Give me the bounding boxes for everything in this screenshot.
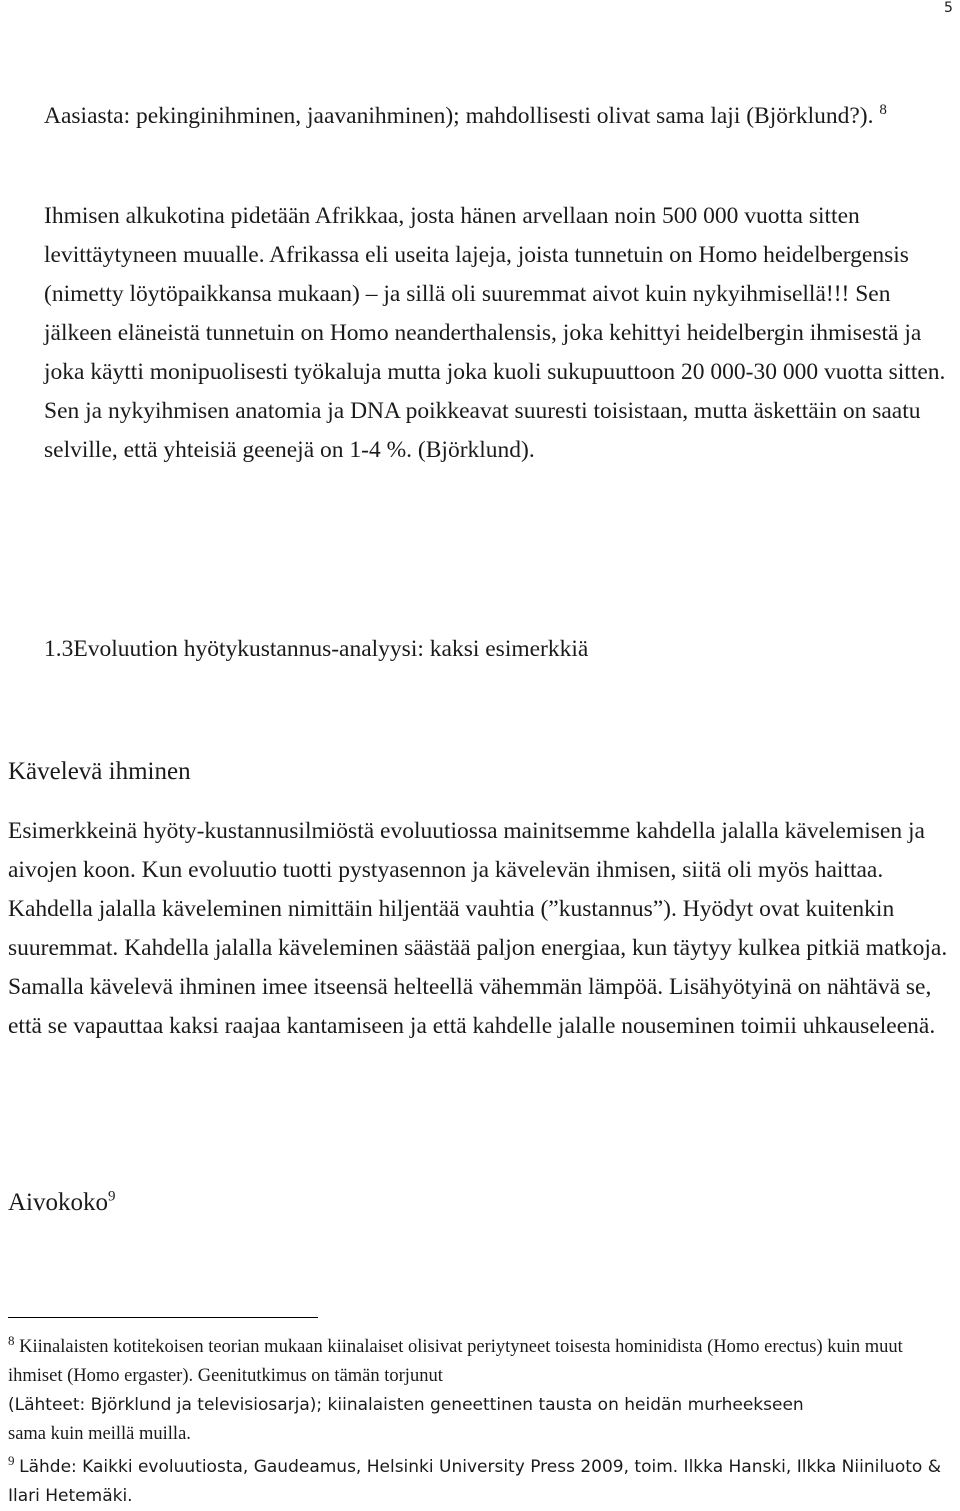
footnote-9-text: Lähde: Kaikki evoluutiosta, Gaudeamus, Helsinki University Press 2009, toim. Ilkka Hanski, Ilkka Niiniluoto & Ilari Hetemäki.	[8, 1457, 941, 1506]
footnote-8	[8, 1333, 953, 1449]
footnote-8-marker: 8	[8, 1332, 15, 1348]
subsection-heading-walking: Kävelevä ihminen	[8, 758, 191, 785]
paragraph-african-origin: Ihmisen alkukotina pidetään Afrikkaa, josta hänen arvellaan noin 500 000 vuotta sitten levittäytyneen muualle. Afrikassa eli useita lajeja, joista tunnetuin on Homo heidelbergensis (nimetty löytöpaikkansa mukaan) – ja sillä oli suuremmat aivot kuin nykyihmisellä!!! Sen jälkeen eläneistä tunnetuin on Homo neanderthalensis, joka kehittyi heidelbergin ihmisestä ja joka käytti monipuolisesti työkaluja mutta joka kuoli sukupuuttoon 20 000-30 000 vuotta sitten. Sen ja nykyihmisen anatomia ja DNA poikkeavat suuresti toisistaan, mutta äskettäin on saatu selville, että yhteisiä geenejä on 1-4 %. (Björklund).	[44, 203, 946, 463]
footnote-ref-8[interactable]: 8	[879, 102, 887, 119]
page-number: 5	[944, 0, 953, 16]
paragraph-asia-origins	[44, 97, 949, 136]
footnote-ref-9[interactable]: 9	[108, 1188, 116, 1205]
footnote-9-marker: 9	[8, 1452, 15, 1468]
footnote-separator	[8, 1317, 318, 1318]
paragraph-walking: Esimerkkeinä hyöty-kustannusilmiöstä evoluutiossa mainitsemme kahdella jalalla kävelemisen ja aivojen koon. Kun evoluutio tuotti pystyasennon ja kävelevän ihmisen, siitä oli myös haittaa. Kahdella jalalla käveleminen nimittäin hiljentää vauhtia (”kustannus”). Hyödyt ovat kuitenkin suuremmat. Kahdella jalalla käveleminen säästää paljon energiaa, kun täytyy kulkea pitkiä matkoja. Samalla kävelevä ihminen imee itseensä helteellä vähemmän lämpöä. Lisähyötyinä on nähtävä se, että se vapauttaa kaksi raajaa kantamiseen ja että kahdelle jalalle nouseminen toimii uhkauseleenä.	[8, 818, 948, 1039]
footnote-8-text-c: sama kuin meillä muilla.	[8, 1424, 191, 1444]
section-number: 1.3	[44, 636, 74, 662]
section-heading	[44, 630, 588, 669]
section-title: Evoluution hyötykustannus-analyysi: kaksi esimerkkiä	[73, 636, 589, 662]
subsection-heading-brain-size	[8, 1183, 116, 1222]
footnote-8-text-b: (Lähteet: Björklund ja televisiosarja); kiinalaisten geneettinen tausta on heidän murheekseen	[8, 1395, 804, 1415]
subsection-heading-brain-size-text: Aivokoko	[8, 1189, 108, 1216]
footnote-9	[8, 1453, 953, 1511]
paragraph-asia-origins-text: Aasiasta: pekinginihminen, jaavanihminen); mahdollisesti olivat sama laji (Björklund?).	[44, 103, 874, 129]
footnote-8-text-a: Kiinalaisten kotitekoisen teorian mukaan kiinalaiset olisivat periytyneet toisesta hominidista (Homo erectus) kuin muut ihmiset (Homo ergaster). Geenitutkimus on tämän torjunut	[8, 1337, 903, 1386]
